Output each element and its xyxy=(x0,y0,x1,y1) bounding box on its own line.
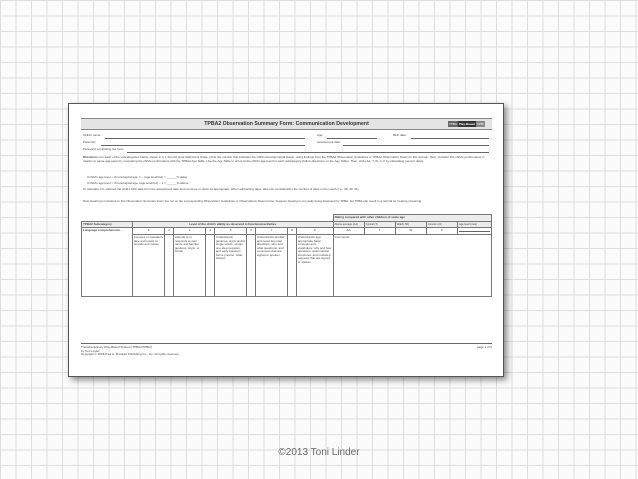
descriptor-row xyxy=(82,235,492,297)
scale-5[interactable]: 5 xyxy=(214,228,247,235)
age-line[interactable] xyxy=(327,138,377,139)
title-bar xyxy=(81,118,492,130)
rating-col-w: Watch (W) xyxy=(395,221,426,228)
descriptor-8 xyxy=(288,235,296,297)
descriptor-1: Focuses on speaker's face and reacts to sounds and voices. xyxy=(132,235,165,297)
rating-col-aa: Above average (AA) xyxy=(333,221,364,228)
scale-4[interactable]: 4 xyxy=(206,228,214,235)
comments-label: Comments: xyxy=(334,235,350,239)
parents-label: Parent(s): xyxy=(83,140,97,144)
directions-paragraph xyxy=(83,156,487,163)
footer-line-2: by Toni Linder xyxy=(81,348,100,353)
form-footer xyxy=(81,346,492,357)
scale-9[interactable]: 9 xyxy=(296,228,333,235)
level-header: Level of the child's ability as observed in functional activities xyxy=(132,221,333,228)
rating-header: Rating compared with other children of same age xyxy=(333,215,491,222)
descriptor-3: Attends to or responds to own name and familiar gestures, signs, or words. xyxy=(173,235,206,297)
page-number: page 1 of 6 xyxy=(476,345,492,349)
directions-text: For each of the subcategories below, shown in a 1–9-point Goal Attainment Scale, circle the number that indicates the child's developmental status, using findings from the TPBA2 Observation Guidelines or TPBA2 Observation Notes for this domain. Next, consider this child's performance in relation to same-age peers by comparing the child's performance with the TPBA2 Age Table. Use the Age Table to arrive at the child's age level for each subcategory (follow directions on the Age Table). Then, circle AA, T, W, or C by calculating percent delay: xyxy=(83,155,485,163)
rating-col-t: Typical (T) xyxy=(364,221,395,228)
assessment-date-label: Assessment date: xyxy=(317,140,341,144)
form-title: TPBA2 Observation Summary Form: Communication Development xyxy=(204,121,369,127)
age-label: Age: xyxy=(317,133,324,137)
rating-c[interactable]: C xyxy=(426,228,457,235)
directions-label: Directions: xyxy=(83,155,99,159)
scale-3[interactable]: 3 xyxy=(173,228,206,235)
formula-above: If child's age level > chronological age: (age level/CA) − 1 = ______% above xyxy=(87,181,189,185)
comments-cell[interactable] xyxy=(333,235,491,297)
scale-1[interactable]: 1 xyxy=(132,228,165,235)
descriptor-5: Understands gestures, signs and/or single words, simple one-step requests, and early question forms (yes/no, what, where). xyxy=(214,235,247,297)
logo-part-tpba: TPBA xyxy=(449,122,457,126)
descriptor-4 xyxy=(206,235,214,297)
footer-rule xyxy=(81,343,492,344)
descriptor-7: Understands familiar and novel two-step directions, who and what questions, and comments that are signed or spoken. xyxy=(255,235,288,297)
logo-part-play-based: Play-Based xyxy=(458,122,476,126)
rating-aa[interactable]: AA xyxy=(333,228,364,235)
rating-col-age-level: Age level (mos) xyxy=(457,221,491,228)
persons-label: Person(s) completing the form: xyxy=(83,147,125,151)
observation-summary-form xyxy=(81,118,492,361)
rating-col-c: Concern (C) xyxy=(426,221,457,228)
row-label-language-comprehension: Language comprehension xyxy=(82,228,133,297)
rating-t[interactable]: T xyxy=(364,228,395,235)
descriptor-2 xyxy=(165,235,173,297)
logo-part-tpbi: TPBI xyxy=(477,122,484,126)
scale-6[interactable]: 6 xyxy=(247,228,255,235)
rating-w[interactable]: W xyxy=(395,228,426,235)
scale-2[interactable]: 2 xyxy=(165,228,173,235)
scale-8[interactable]: 8 xyxy=(288,228,296,235)
persons-line[interactable] xyxy=(127,152,489,153)
scale-number-row xyxy=(82,228,492,235)
birth-date-label: Birth date: xyxy=(393,133,407,137)
parents-line[interactable] xyxy=(101,145,305,146)
descriptor-6 xyxy=(247,235,255,297)
subcategory-header: TPBA2 Subcategory xyxy=(82,221,133,228)
rating-table xyxy=(81,214,492,297)
slide-copyright: ©2013 Toni Linder xyxy=(278,447,360,458)
childs-name-line[interactable] xyxy=(105,138,305,139)
assessment-date-line[interactable] xyxy=(343,145,489,146)
form-page-frame xyxy=(68,103,504,377)
tpba-logo xyxy=(448,121,488,127)
footer-line-3: Copyright © 2008 Paul H. Brookes Publishing Co., Inc. All rights reserved. xyxy=(81,352,180,357)
descriptor-9: Understands age-appropriate basic concepts and vocabulary, why and how questions, grammatical structures, and multistep requests that are signed or spoken. xyxy=(296,235,333,297)
formula-delay: If child's age level ÷ chronological age: 1 − (age level/CA) = ______% delay xyxy=(87,175,188,179)
age-level-blank[interactable] xyxy=(457,228,491,235)
childs-name-label: Child's name: xyxy=(83,133,102,137)
hearing-note: Note Hearing is included on this Observation Summary Form but not on the corresponding Observation Guidelines or Observations Notes forms, because hearing is not really being assessed by TPBA, but TPBA can result in a referral for hearing screening. xyxy=(83,199,423,203)
birth-date-line[interactable] xyxy=(411,138,489,139)
footer-line-1: Transdisciplinary Play-Based System (TPBA2/TPBI2) xyxy=(81,345,152,349)
ca-calculation-note: To calculate CA, subtract the child's birth date from the assessment date and round up or down as appropriate. When subtracting days, take into consideration the number of days in the month (i.e., 28, 30, 31). xyxy=(83,187,360,191)
scale-7[interactable]: 7 xyxy=(255,228,288,235)
